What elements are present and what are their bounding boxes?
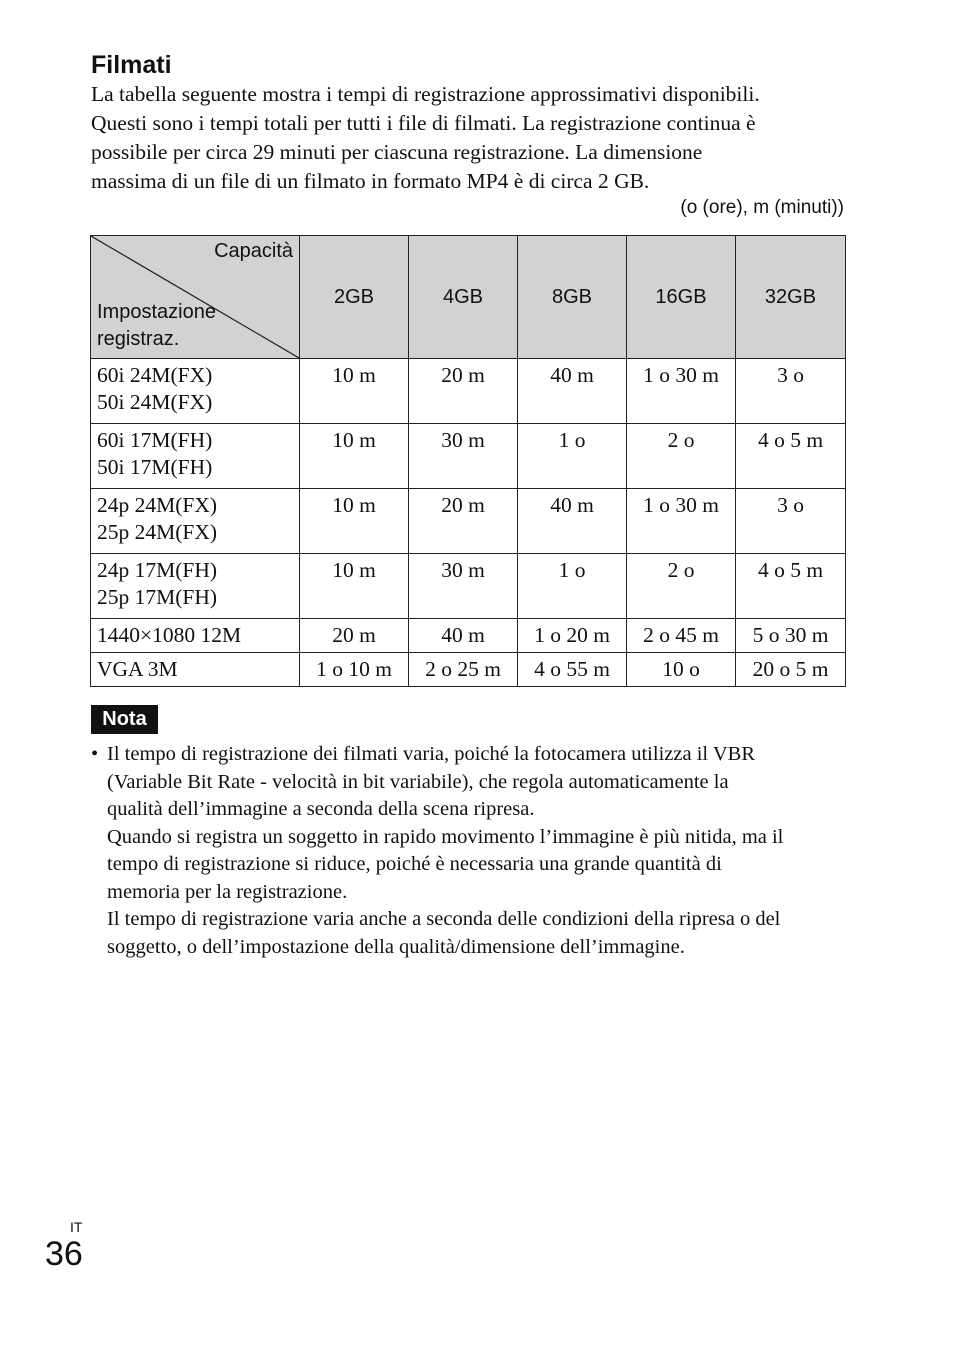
setting-cell [91, 424, 300, 489]
value-cell: 40 m [518, 489, 627, 554]
corner-header-cell [91, 236, 300, 359]
value-cell: 1 o [518, 424, 627, 489]
note-text [107, 741, 851, 961]
column-header-32gb: 32GB [736, 236, 846, 359]
table-row [91, 653, 846, 687]
setting-label-line: Impostazione [97, 301, 216, 323]
setting-line: 50i 24M(FX) [97, 390, 213, 414]
setting-line: 25p 17M(FH) [97, 585, 218, 609]
page-number: 36 [45, 1235, 83, 1273]
note-line: qualità dell’immagine a seconda della scena ripresa. [107, 798, 535, 820]
setting-cell [91, 619, 300, 653]
value-cell: 1 o 10 m [300, 653, 409, 687]
column-header-2gb: 2GB [300, 236, 409, 359]
table-header-row [91, 236, 846, 359]
value-cell: 2 o 25 m [409, 653, 518, 687]
table-row [91, 619, 846, 653]
value-cell: 2 o 45 m [627, 619, 736, 653]
value-cell: 1 o 30 m [627, 489, 736, 554]
setting-line: 25p 24M(FX) [97, 520, 218, 544]
value-cell: 3 o [736, 489, 846, 554]
setting-cell [91, 359, 300, 424]
setting-line: 1440×1080 12M [97, 623, 242, 647]
value-cell: 40 m [409, 619, 518, 653]
setting-label [97, 299, 216, 353]
table-row [91, 554, 846, 619]
table-row [91, 489, 846, 554]
value-cell: 30 m [409, 554, 518, 619]
value-cell: 10 m [300, 554, 409, 619]
value-cell: 2 o [627, 554, 736, 619]
note-badge: Nota [91, 705, 158, 734]
note-line: Il tempo di registrazione dei filmati varia, poiché la fotocamera utilizza il VBR [107, 743, 755, 765]
column-header-16gb: 16GB [627, 236, 736, 359]
column-header-8gb: 8GB [518, 236, 627, 359]
value-cell: 20 m [300, 619, 409, 653]
setting-cell [91, 489, 300, 554]
value-cell: 3 o [736, 359, 846, 424]
language-code: IT [70, 1219, 83, 1235]
value-cell: 20 m [409, 359, 518, 424]
setting-line: 60i 17M(FH) [97, 428, 213, 452]
intro-line: La tabella seguente mostra i tempi di registrazione approssimativi disponibili. [91, 82, 760, 106]
value-cell: 2 o [627, 424, 736, 489]
units-note: (o (ore), m (minuti)) [680, 197, 844, 218]
capacity-label: Capacità [214, 240, 293, 262]
setting-line: 24p 17M(FH) [97, 558, 218, 582]
note-line: tempo di registrazione si riduce, poiché è necessaria una grande quantità di [107, 853, 722, 875]
value-cell: 4 o 5 m [736, 554, 846, 619]
value-cell: 20 m [409, 489, 518, 554]
intro-line: massima di un file di un filmato in formato MP4 è di circa 2 GB. [91, 169, 650, 193]
note-list-item [91, 741, 851, 961]
value-cell: 4 o 5 m [736, 424, 846, 489]
value-cell: 5 o 30 m [736, 619, 846, 653]
section-title: Filmati [91, 51, 172, 79]
intro-paragraph [91, 80, 851, 196]
setting-cell [91, 653, 300, 687]
value-cell: 30 m [409, 424, 518, 489]
note-line: soggetto, o dell’impostazione della qualità/dimensione dell’immagine. [107, 935, 685, 958]
value-cell: 1 o 30 m [627, 359, 736, 424]
recording-time-table [90, 235, 846, 687]
table-row [91, 424, 846, 489]
table-row [91, 359, 846, 424]
value-cell: 20 o 5 m [736, 653, 846, 687]
value-cell: 1 o 20 m [518, 619, 627, 653]
value-cell: 40 m [518, 359, 627, 424]
value-cell: 10 o [627, 653, 736, 687]
column-header-4gb: 4GB [409, 236, 518, 359]
intro-line: Questi sono i tempi totali per tutti i file di filmati. La registrazione continua è [91, 111, 756, 135]
note-line: memoria per la registrazione. [107, 880, 348, 903]
note-line: Quando si registra un soggetto in rapido movimento l’immagine è più nitida, ma il [107, 825, 784, 848]
setting-line: 60i 24M(FX) [97, 363, 213, 387]
setting-cell [91, 554, 300, 619]
intro-line: possibile per circa 29 minuti per ciascuna registrazione. La dimensione [91, 140, 703, 164]
note-line: Il tempo di registrazione varia anche a seconda delle condizioni della ripresa o del [107, 908, 781, 930]
setting-line: VGA 3M [97, 657, 178, 681]
value-cell: 10 m [300, 359, 409, 424]
bullet-icon: • [91, 743, 99, 765]
value-cell: 10 m [300, 424, 409, 489]
setting-label-line: registraz. [97, 328, 180, 350]
setting-line: 50i 17M(FH) [97, 455, 213, 479]
setting-line: 24p 24M(FX) [97, 493, 218, 517]
value-cell: 1 o [518, 554, 627, 619]
note-line: (Variable Bit Rate - velocità in bit variabile), che regola automaticamente la [107, 770, 729, 793]
value-cell: 4 o 55 m [518, 653, 627, 687]
value-cell: 10 m [300, 489, 409, 554]
